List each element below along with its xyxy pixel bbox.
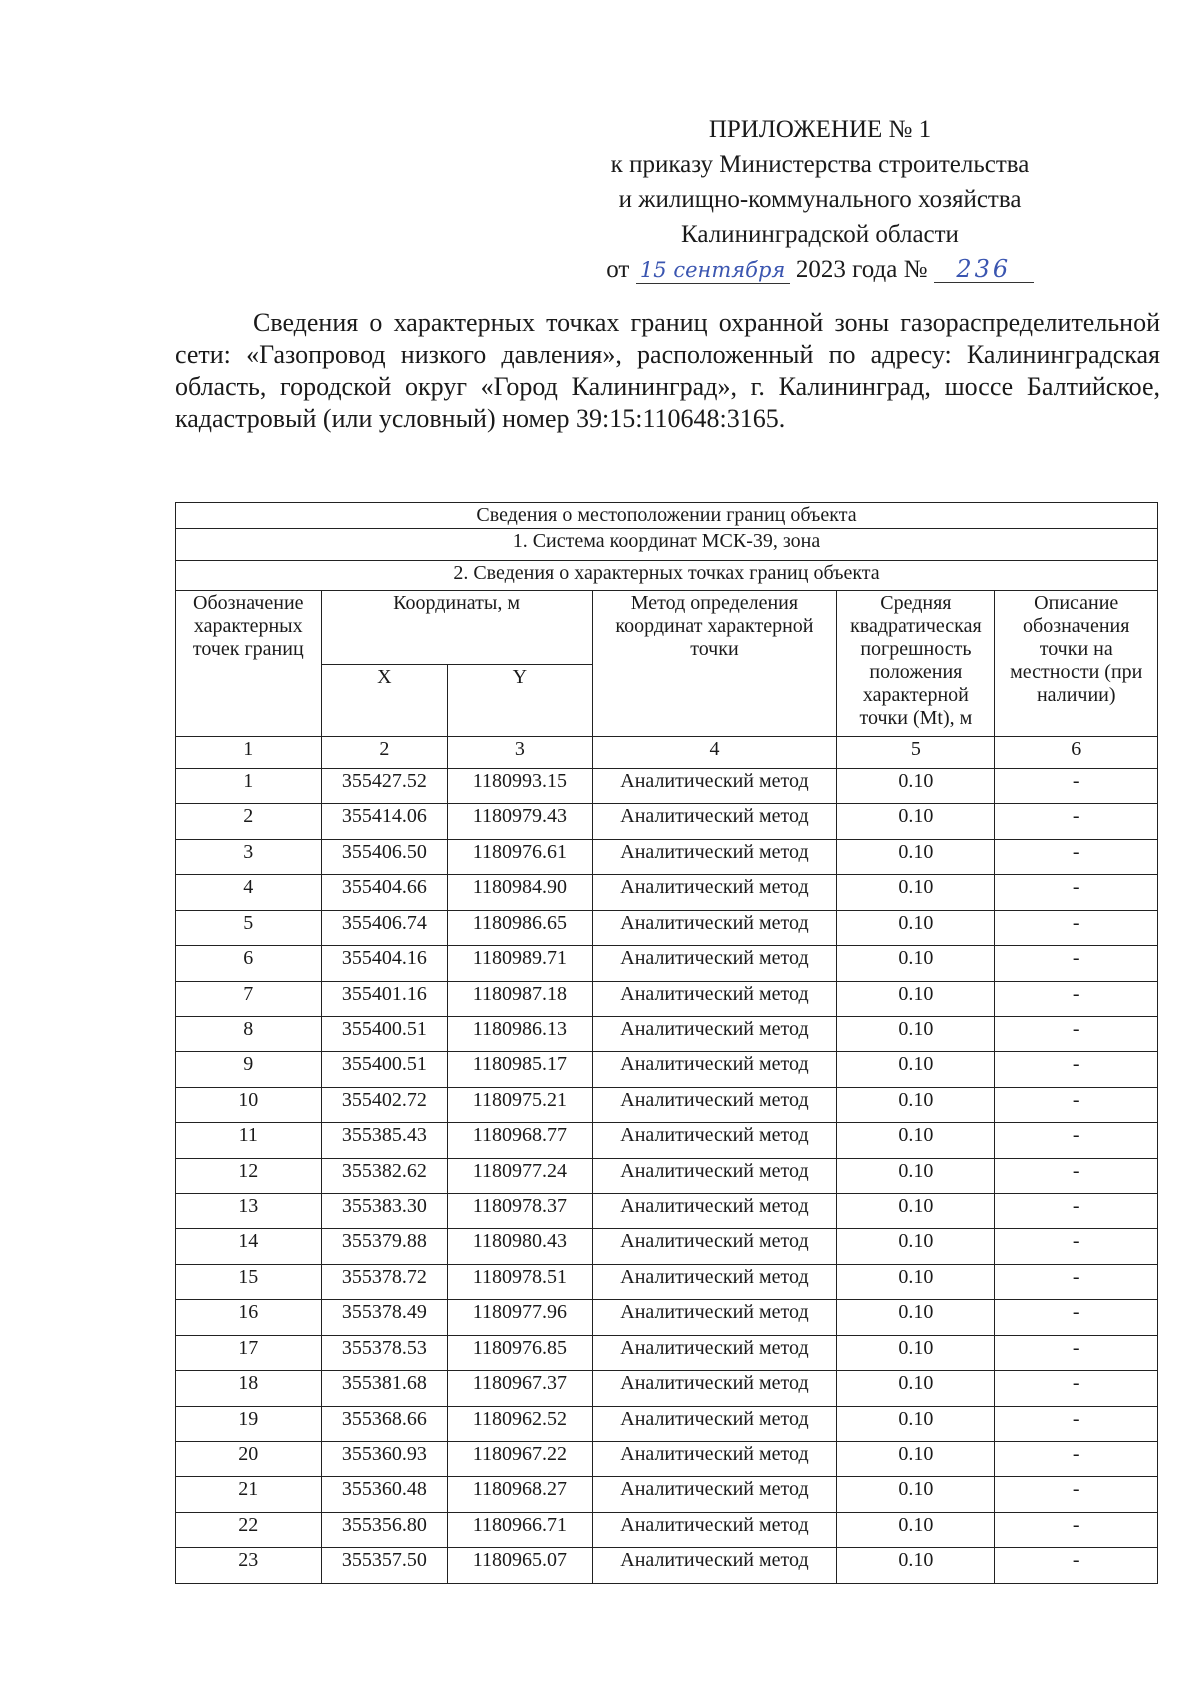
table-row <box>176 1406 1158 1441</box>
method-cell: Аналитический метод <box>592 769 837 804</box>
method-cell: Аналитический метод <box>592 1371 837 1406</box>
error-mt-cell: 0.10 <box>837 1300 995 1335</box>
coord-y-cell: 1180984.90 <box>448 875 592 910</box>
method-cell: Аналитический метод <box>592 1335 837 1370</box>
description-cell: - <box>995 1123 1158 1158</box>
table-row <box>176 1335 1158 1370</box>
table-row <box>176 804 1158 839</box>
col-header-x: X <box>321 665 448 737</box>
coord-y-cell: 1180976.61 <box>448 839 592 874</box>
point-number-cell: 22 <box>176 1512 322 1547</box>
method-cell: Аналитический метод <box>592 1442 837 1477</box>
coord-y-cell: 1180967.37 <box>448 1371 592 1406</box>
handwritten-date: 15 сентября <box>636 257 790 284</box>
table-row <box>176 1158 1158 1193</box>
table-row <box>176 1477 1158 1512</box>
order-line-3: Калининградской области <box>681 221 959 248</box>
point-number-cell: 21 <box>176 1477 322 1512</box>
coord-x-cell: 355378.53 <box>321 1335 448 1370</box>
description-cell: - <box>995 1512 1158 1547</box>
error-mt-cell: 0.10 <box>837 1194 995 1229</box>
coord-x-cell: 355400.51 <box>321 1016 448 1051</box>
col-index-2: 2 <box>321 737 448 769</box>
point-number-cell: 9 <box>176 1052 322 1087</box>
coord-x-cell: 355356.80 <box>321 1512 448 1547</box>
method-cell: Аналитический метод <box>592 804 837 839</box>
table-row <box>176 1442 1158 1477</box>
coord-x-cell: 355383.30 <box>321 1194 448 1229</box>
method-cell: Аналитический метод <box>592 946 837 981</box>
method-cell: Аналитический метод <box>592 1229 837 1264</box>
error-mt-cell: 0.10 <box>837 1016 995 1051</box>
point-number-cell: 13 <box>176 1194 322 1229</box>
method-cell: Аналитический метод <box>592 1194 837 1229</box>
point-number-cell: 11 <box>176 1123 322 1158</box>
method-cell: Аналитический метод <box>592 1158 837 1193</box>
points-section-title: 2. Сведения о характерных точках границ объекта <box>176 561 1158 591</box>
error-mt-cell: 0.10 <box>837 1158 995 1193</box>
coord-y-cell: 1180966.71 <box>448 1512 592 1547</box>
table-row <box>176 1123 1158 1158</box>
col-header-designation: Обозначение характерных точек границ <box>176 591 322 737</box>
description-cell: - <box>995 1335 1158 1370</box>
error-mt-cell: 0.10 <box>837 1335 995 1370</box>
point-number-cell: 23 <box>176 1548 322 1584</box>
coord-y-cell: 1180986.65 <box>448 910 592 945</box>
table-title: Сведения о местоположении границ объекта <box>176 503 1158 529</box>
point-number-cell: 17 <box>176 1335 322 1370</box>
coord-y-cell: 1180977.24 <box>448 1158 592 1193</box>
table-row <box>176 875 1158 910</box>
error-mt-cell: 0.10 <box>837 1477 995 1512</box>
error-mt-cell: 0.10 <box>837 804 995 839</box>
description-cell: - <box>995 875 1158 910</box>
method-cell: Аналитический метод <box>592 1300 837 1335</box>
point-number-cell: 18 <box>176 1371 322 1406</box>
error-mt-cell: 0.10 <box>837 946 995 981</box>
coord-y-cell: 1180978.51 <box>448 1264 592 1299</box>
coord-x-cell: 355378.49 <box>321 1300 448 1335</box>
coord-y-cell: 1180989.71 <box>448 946 592 981</box>
coord-x-cell: 355427.52 <box>321 769 448 804</box>
point-number-cell: 7 <box>176 981 322 1016</box>
error-mt-cell: 0.10 <box>837 1264 995 1299</box>
coord-x-cell: 355385.43 <box>321 1123 448 1158</box>
coord-y-cell: 1180980.43 <box>448 1229 592 1264</box>
coord-y-cell: 1180985.17 <box>448 1052 592 1087</box>
method-cell: Аналитический метод <box>592 910 837 945</box>
coord-x-cell: 355382.62 <box>321 1158 448 1193</box>
description-cell: - <box>995 1300 1158 1335</box>
description-cell: - <box>995 1158 1158 1193</box>
coord-y-cell: 1180975.21 <box>448 1087 592 1122</box>
description-cell: - <box>995 1052 1158 1087</box>
method-cell: Аналитический метод <box>592 1264 837 1299</box>
coord-y-cell: 1180976.85 <box>448 1335 592 1370</box>
coord-x-cell: 355357.50 <box>321 1548 448 1584</box>
coord-x-cell: 355368.66 <box>321 1406 448 1441</box>
coord-x-cell: 355360.48 <box>321 1477 448 1512</box>
coord-y-cell: 1180978.37 <box>448 1194 592 1229</box>
col-header-method: Метод определения координат характерной точки <box>592 591 837 737</box>
order-date-line <box>560 252 1080 287</box>
coord-y-cell: 1180987.18 <box>448 981 592 1016</box>
description-cell: - <box>995 981 1158 1016</box>
table-row <box>176 910 1158 945</box>
error-mt-cell: 0.10 <box>837 769 995 804</box>
col-header-y: Y <box>448 665 592 737</box>
description-cell: - <box>995 1194 1158 1229</box>
coord-y-cell: 1180986.13 <box>448 1016 592 1051</box>
description-cell: - <box>995 1371 1158 1406</box>
table-row <box>176 1052 1158 1087</box>
table-row <box>176 1512 1158 1547</box>
table-row <box>176 769 1158 804</box>
method-cell: Аналитический метод <box>592 1548 837 1584</box>
col-header-error: Средняя квадратическая погрешность положения характерной точки (Mt), м <box>837 591 995 737</box>
coord-x-cell: 355378.72 <box>321 1264 448 1299</box>
point-number-cell: 14 <box>176 1229 322 1264</box>
description-cell: - <box>995 1406 1158 1441</box>
coord-x-cell: 355402.72 <box>321 1087 448 1122</box>
error-mt-cell: 0.10 <box>837 981 995 1016</box>
error-mt-cell: 0.10 <box>837 1548 995 1584</box>
method-cell: Аналитический метод <box>592 1123 837 1158</box>
error-mt-cell: 0.10 <box>837 1229 995 1264</box>
intro-paragraph: Сведения о характерных точках границ охранной зоны газораспределительной сети: «Газопровод низкого давления», расположенный по адресу: Калининградская область, городской округ «Город Калининград», г. Калининград, шоссе Балтийское, кадастровый (или условный) номер 39:15:110648:3165. <box>175 308 1160 433</box>
error-mt-cell: 0.10 <box>837 839 995 874</box>
point-number-cell: 19 <box>176 1406 322 1441</box>
description-cell: - <box>995 769 1158 804</box>
boundary-points-table <box>175 502 1158 1584</box>
point-number-cell: 15 <box>176 1264 322 1299</box>
description-cell: - <box>995 1548 1158 1584</box>
description-cell: - <box>995 1264 1158 1299</box>
method-cell: Аналитический метод <box>592 1406 837 1441</box>
description-cell: - <box>995 1087 1158 1122</box>
method-cell: Аналитический метод <box>592 1477 837 1512</box>
error-mt-cell: 0.10 <box>837 1087 995 1122</box>
description-cell: - <box>995 1442 1158 1477</box>
description-cell: - <box>995 1477 1158 1512</box>
description-cell: - <box>995 839 1158 874</box>
coord-x-cell: 355360.93 <box>321 1442 448 1477</box>
error-mt-cell: 0.10 <box>837 1406 995 1441</box>
col-header-description: Описание обозначения точки на местности (при наличии) <box>995 591 1158 737</box>
coord-y-cell: 1180965.07 <box>448 1548 592 1584</box>
coord-y-cell: 1180967.22 <box>448 1442 592 1477</box>
table-row <box>176 946 1158 981</box>
table-row <box>176 839 1158 874</box>
table-row <box>176 981 1158 1016</box>
table-body <box>176 769 1158 1584</box>
description-cell: - <box>995 804 1158 839</box>
point-number-cell: 3 <box>176 839 322 874</box>
description-cell: - <box>995 910 1158 945</box>
coord-x-cell: 355400.51 <box>321 1052 448 1087</box>
point-number-cell: 4 <box>176 875 322 910</box>
point-number-cell: 2 <box>176 804 322 839</box>
description-cell: - <box>995 1016 1158 1051</box>
point-number-cell: 6 <box>176 946 322 981</box>
col-index-4: 4 <box>592 737 837 769</box>
error-mt-cell: 0.10 <box>837 1512 995 1547</box>
coord-y-cell: 1180968.77 <box>448 1123 592 1158</box>
method-cell: Аналитический метод <box>592 839 837 874</box>
date-prefix: от <box>606 256 630 283</box>
method-cell: Аналитический метод <box>592 1052 837 1087</box>
method-cell: Аналитический метод <box>592 1016 837 1051</box>
coord-x-cell: 355381.68 <box>321 1371 448 1406</box>
order-line-2: и жилищно-коммунального хозяйства <box>618 186 1022 213</box>
description-cell: - <box>995 1229 1158 1264</box>
coord-x-cell: 355401.16 <box>321 981 448 1016</box>
point-number-cell: 5 <box>176 910 322 945</box>
coord-x-cell: 355406.74 <box>321 910 448 945</box>
coord-x-cell: 355379.88 <box>321 1229 448 1264</box>
table-row <box>176 1548 1158 1584</box>
order-line-1: к приказу Министерства строительства <box>610 151 1030 178</box>
col-index-5: 5 <box>837 737 995 769</box>
col-header-coords: Координаты, м <box>321 591 592 665</box>
error-mt-cell: 0.10 <box>837 1371 995 1406</box>
method-cell: Аналитический метод <box>592 875 837 910</box>
col-index-1: 1 <box>176 737 322 769</box>
error-mt-cell: 0.10 <box>837 910 995 945</box>
error-mt-cell: 0.10 <box>837 1052 995 1087</box>
coord-y-cell: 1180993.15 <box>448 769 592 804</box>
table-row <box>176 1371 1158 1406</box>
description-cell: - <box>995 946 1158 981</box>
col-index-3: 3 <box>448 737 592 769</box>
table-row <box>176 1229 1158 1264</box>
error-mt-cell: 0.10 <box>837 1442 995 1477</box>
point-number-cell: 12 <box>176 1158 322 1193</box>
table-row <box>176 1264 1158 1299</box>
method-cell: Аналитический метод <box>592 1512 837 1547</box>
coord-y-cell: 1180977.96 <box>448 1300 592 1335</box>
error-mt-cell: 0.10 <box>837 1123 995 1158</box>
method-cell: Аналитический метод <box>592 981 837 1016</box>
table-row <box>176 1087 1158 1122</box>
appendix-title: ПРИЛОЖЕНИЕ № 1 <box>708 116 932 143</box>
col-index-6: 6 <box>995 737 1158 769</box>
method-cell: Аналитический метод <box>592 1087 837 1122</box>
point-number-cell: 16 <box>176 1300 322 1335</box>
coord-x-cell: 355404.16 <box>321 946 448 981</box>
table-row <box>176 1300 1158 1335</box>
error-mt-cell: 0.10 <box>837 875 995 910</box>
appendix-header <box>560 112 1080 287</box>
coord-x-cell: 355406.50 <box>321 839 448 874</box>
table-row <box>176 1016 1158 1051</box>
year-text: 2023 года № <box>795 256 928 283</box>
coordinate-system-row: 1. Система координат МСК-39, зона <box>176 529 1158 561</box>
coord-y-cell: 1180979.43 <box>448 804 592 839</box>
coord-x-cell: 355404.66 <box>321 875 448 910</box>
point-number-cell: 10 <box>176 1087 322 1122</box>
point-number-cell: 1 <box>176 769 322 804</box>
point-number-cell: 8 <box>176 1016 322 1051</box>
coord-y-cell: 1180968.27 <box>448 1477 592 1512</box>
handwritten-order-number: 236 <box>934 256 1034 283</box>
point-number-cell: 20 <box>176 1442 322 1477</box>
coord-x-cell: 355414.06 <box>321 804 448 839</box>
table-row <box>176 1194 1158 1229</box>
coord-y-cell: 1180962.52 <box>448 1406 592 1441</box>
